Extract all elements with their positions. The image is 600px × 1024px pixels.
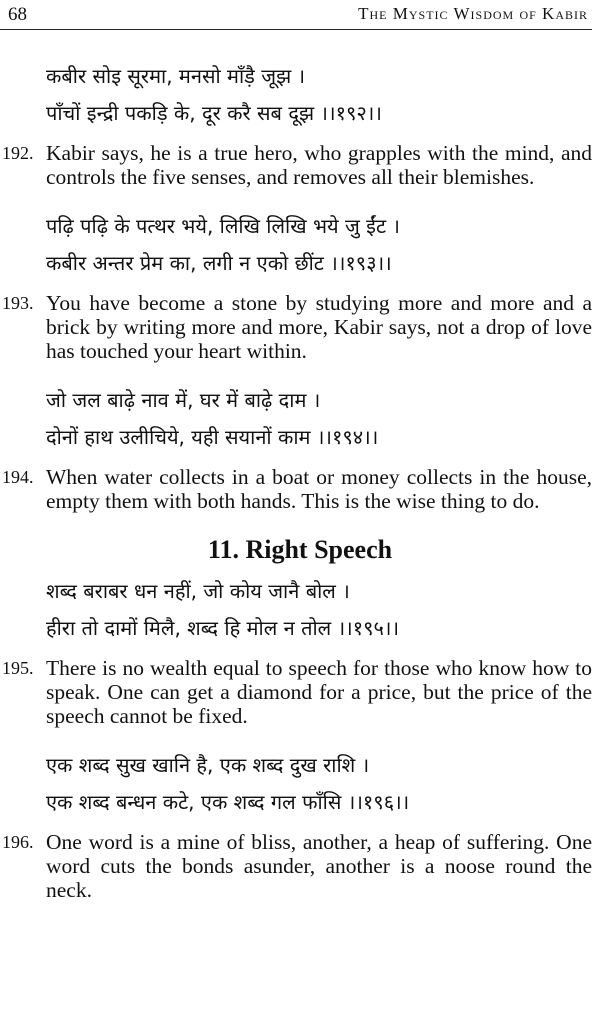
header-rule: [0, 29, 592, 30]
hindi-line: जो जल बाढ़े नाव में, घर में बाढ़े दाम ।: [46, 388, 321, 412]
verse-text: You have become a stone by studying more and more and a brick by writing more and more, Kabir says, not a drop of love has touched your heart within.: [46, 291, 592, 363]
hindi-line: कबीर अन्तर प्रेम का, लगी न एको छींट ।।१९३।।: [46, 251, 392, 275]
verse-number: 193.: [2, 293, 34, 313]
verse-number: 195.: [2, 658, 34, 678]
page-number: 68: [8, 4, 27, 25]
hindi-couplet: [46, 382, 590, 456]
hindi-line: पाँचों इन्द्री पकड़ि के, दूर करै सब दूझ ।।१९२।।: [46, 101, 382, 125]
running-title: The Mystic Wisdom of Kabir: [358, 4, 588, 23]
hindi-line: दोनों हाथ उलीचिये, यही सयानों काम ।।१९४।।: [46, 425, 379, 449]
verse-text: Kabir says, he is a true hero, who grapples with the mind, and controls the five senses, and removes all their blemishes.: [46, 141, 592, 189]
hindi-line: शब्द बराबर धन नहीं, जो कोय जानै बोल ।: [46, 579, 350, 603]
verse-translation: [0, 141, 592, 189]
hindi-line: हीरा तो दामों मिलै, शब्द हि मोल न तोल ।।१९५।।: [46, 616, 400, 640]
hindi-couplet: [46, 747, 590, 821]
page-header: [0, 0, 600, 30]
hindi-line: कबीर सोइ सूरमा, मनसो माँड़ै जूझ ।: [46, 64, 306, 88]
hindi-line: एक शब्द सुख खानि है, एक शब्द दुख राशि ।: [46, 753, 370, 777]
hindi-line: पढ़ि पढ़ि के पत्थर भये, लिखि लिखि भये जु ईंट ।: [46, 214, 400, 238]
hindi-couplet: [46, 208, 590, 282]
verse-number: 194.: [2, 467, 34, 487]
hindi-couplet: [46, 573, 590, 647]
page-content: [0, 58, 600, 902]
verse-number: 192.: [2, 143, 34, 163]
verse-number: 196.: [2, 832, 34, 852]
verse-text: When water collects in a boat or money collects in the house, empty them with both hands. This is the wise thing to do.: [46, 465, 592, 513]
verse-translation: [0, 830, 592, 902]
section-title: 11. Right Speech: [207, 535, 393, 564]
verse-text: There is no wealth equal to speech for those who know how to speak. One can get a diamond for a price, but the price of the speech cannot be fixed.: [46, 656, 592, 728]
verse-translation: [0, 656, 592, 728]
hindi-line: एक शब्द बन्धन कटे, एक शब्द गल फाँसि ।।१९६।।: [46, 790, 410, 814]
hindi-couplet: [46, 58, 590, 132]
verse-translation: [0, 291, 592, 363]
verse-text: One word is a mine of bliss, another, a heap of suffering. One word cuts the bonds asunder, another is a noose round the neck.: [46, 830, 592, 902]
verse-translation: [0, 465, 592, 513]
